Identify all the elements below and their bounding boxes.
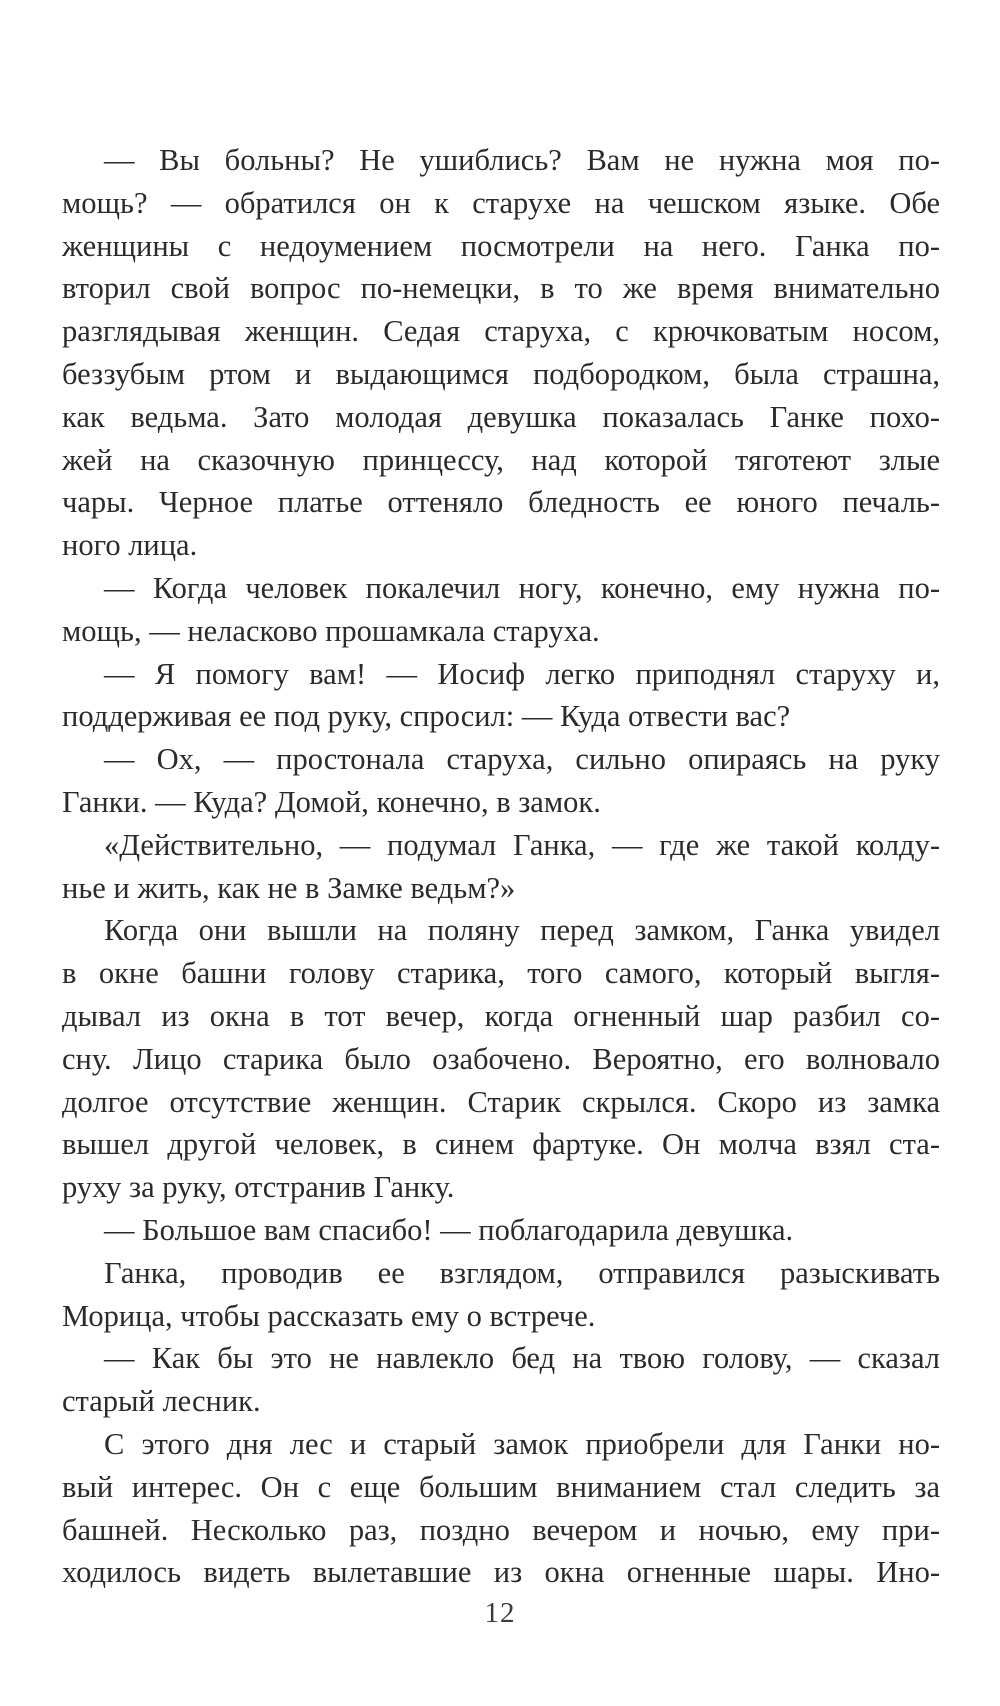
text-line: вый интерес. Он с еще большим вниманием стал следить за (62, 1469, 940, 1504)
paragraph (62, 1337, 940, 1423)
text-line: — Я помогу вам! — Иосиф легко приподнял старуху и, (104, 656, 940, 691)
paragraph (62, 1252, 940, 1338)
text-line: ходилось видеть вылетавшие из окна огненные шары. Ино- (62, 1555, 940, 1590)
text-line: беззубым ртом и выдающимся подбородком, была страшна, (62, 356, 940, 391)
text-line: старый лесник. (62, 1384, 261, 1419)
page-number: 12 (484, 1597, 516, 1629)
text-line: в окне башни голову старика, того самого, который выгля- (62, 956, 940, 991)
text-line: вышел другой человек, в синем фартуке. Он молча взял ста- (62, 1127, 940, 1162)
paragraph (62, 909, 940, 1209)
text-line: мощь, — неласково прошамкала старуха. (62, 613, 600, 648)
text-line: разглядывая женщин. Седая старуха, с крючковатым носом, (62, 314, 940, 349)
text-line: ного лица. (62, 528, 198, 563)
paragraph (62, 1423, 940, 1594)
paragraph (62, 824, 940, 910)
text-line: нье и жить, как не в Замке ведьм?» (62, 870, 516, 905)
text-line: жей на сказочную принцессу, над которой тяготеют злые (62, 442, 940, 477)
text-line: Ганка, проводив ее взглядом, отправился разыскивать (104, 1255, 940, 1290)
text-line: — Ох, — простонала старуха, сильно опираясь на руку (104, 742, 940, 777)
text-line: — Вы больны? Не ушиблись? Вам не нужна моя по- (104, 143, 940, 177)
text-line: Ганки. — Куда? Домой, конечно, в замок. (62, 784, 601, 819)
paragraph (62, 653, 940, 739)
text-line: чары. Черное платье оттеняло бледность ее юного печаль- (62, 485, 940, 520)
text-line: Когда они вышли на поляну перед замком, Ганка увидел (104, 913, 940, 948)
text-line: — Когда человек покалечил ногу, конечно, ему нужна по- (104, 570, 940, 605)
text-line: как ведьма. Зато молодая девушка показалась Ганке похо- (62, 399, 940, 434)
text-line: сну. Лицо старика было озабочено. Вероятно, его волновало (62, 1041, 940, 1076)
text-line: — Большое вам спасибо! — поблагодарила девушка. (104, 1212, 794, 1247)
text-line: дывал из окна в тот вечер, когда огненный шар разбил со- (62, 998, 940, 1033)
text-line: долгое отсутствие женщин. Старик скрылся. Скоро из замка (62, 1084, 940, 1119)
body-text (62, 139, 940, 1594)
text-line: вторил свой вопрос по-немецки, в то же время внимательно (62, 271, 940, 306)
text-line: — Как бы это не навлекло бед на твою голову, — сказал (104, 1341, 940, 1376)
text-line: поддерживая ее под руку, спросил: — Куда отвести вас? (62, 699, 791, 734)
text-line: башней. Несколько раз, поздно вечером и ночью, ему при- (62, 1512, 940, 1547)
paragraph (62, 1209, 940, 1252)
text-line: «Действительно, — подумал Ганка, — где же такой колду- (104, 827, 940, 862)
text-line: Морица, чтобы рассказать ему о встрече. (62, 1298, 596, 1333)
text-line: женщины с недоумением посмотрели на него. Ганка по- (62, 228, 940, 263)
paragraph (62, 567, 940, 653)
text-line: С этого дня лес и старый замок приобрели для Ганки но- (104, 1426, 940, 1461)
text-line: мощь? — обратился он к старухе на чешском языке. Обе (62, 185, 940, 220)
paragraph (62, 738, 940, 824)
text-line: руху за руку, отстранив Ганку. (62, 1170, 455, 1205)
paragraph (62, 139, 940, 567)
